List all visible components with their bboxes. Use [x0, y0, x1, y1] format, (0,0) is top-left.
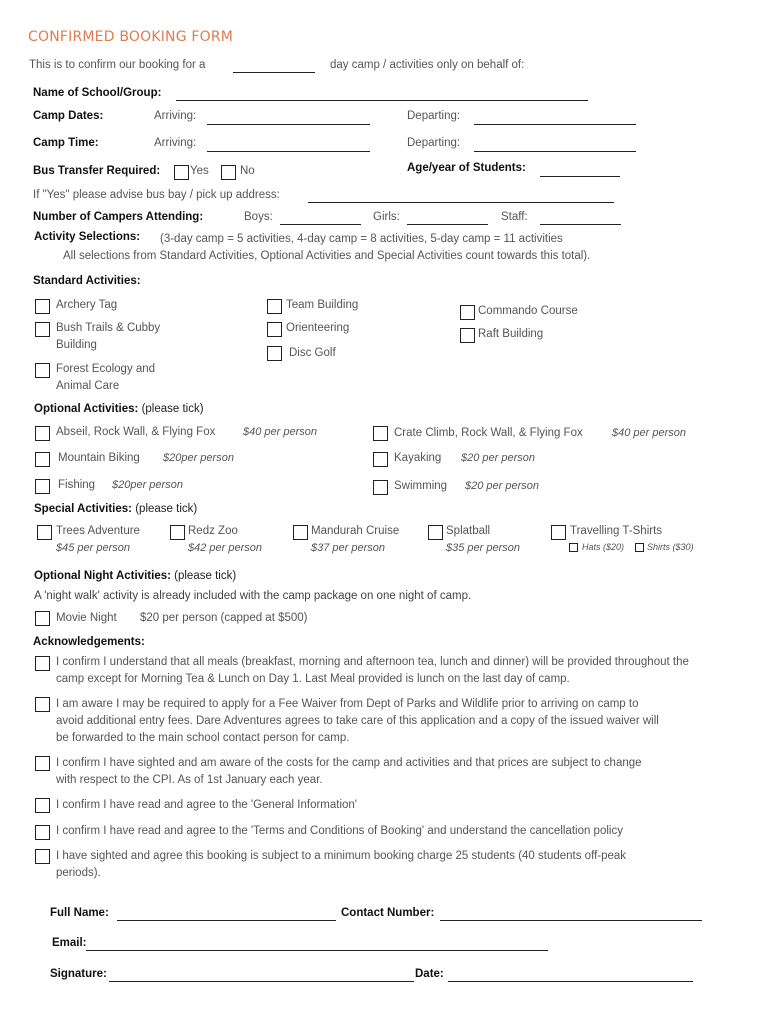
swimming-label: Swimming [394, 480, 448, 492]
redz-zoo-label: Redz Zoo [188, 525, 238, 537]
special-heading: Special Activities: [34, 503, 133, 515]
pickup-field[interactable] [308, 202, 614, 203]
bus-yes-label: Yes [190, 165, 209, 177]
bush-trails-checkbox[interactable] [35, 322, 50, 337]
fishing-price: $20per person [112, 479, 183, 491]
girls-label: Girls: [373, 211, 400, 223]
school-field[interactable] [176, 100, 588, 101]
crate-climb-label: Crate Climb, Rock Wall, & Flying Fox [394, 427, 583, 439]
contact-number-label: Contact Number: [341, 907, 435, 919]
mountain-biking-checkbox[interactable] [35, 452, 50, 467]
abseil-checkbox[interactable] [35, 426, 50, 441]
date-field[interactable] [448, 981, 693, 982]
swimming-price: $20 per person [465, 480, 539, 492]
ack-costs-checkbox[interactable] [35, 756, 50, 771]
mandurah-cruise-checkbox[interactable] [293, 525, 308, 540]
camp-dates-departing-label: Departing: [407, 110, 461, 122]
boys-field[interactable] [280, 224, 361, 225]
camp-time-departing-field[interactable] [474, 151, 636, 152]
special-heading-row [34, 503, 197, 515]
ack-heading: Acknowledgements: [33, 636, 145, 648]
staff-label: Staff: [501, 211, 528, 223]
ack-min-charge-line1: I have sighted and agree this booking is subject to a minimum booking charge 25 students (40 students off-peak [56, 850, 627, 862]
movie-night-price: $20 per person (capped at $500) [140, 612, 308, 624]
hats-checkbox[interactable] [569, 543, 578, 552]
ack-fee-waiver-checkbox[interactable] [35, 697, 50, 712]
ack-general-info-checkbox[interactable] [35, 798, 50, 813]
optional-heading-row [34, 403, 204, 415]
ack-meals-checkbox[interactable] [35, 656, 50, 671]
disc-golf-checkbox[interactable] [267, 346, 282, 361]
fishing-label: Fishing [58, 479, 96, 491]
intro-text-before: This is to confirm our booking for a [29, 59, 206, 71]
camp-time-arriving-field[interactable] [207, 151, 370, 152]
camp-length-field[interactable] [233, 72, 315, 73]
disc-golf-label: Disc Golf [289, 347, 336, 359]
orienteering-label: Orienteering [286, 322, 350, 334]
fishing-checkbox[interactable] [35, 479, 50, 494]
night-heading: Optional Night Activities: [34, 570, 171, 582]
bus-yes-checkbox[interactable] [174, 165, 189, 180]
forest-ecology-checkbox[interactable] [35, 363, 50, 378]
signature-label: Signature: [50, 968, 107, 980]
mandurah-cruise-label: Mandurah Cruise [311, 525, 400, 537]
optional-heading: Optional Activities: [34, 403, 139, 415]
bus-no-label: No [240, 165, 255, 177]
activity-selections-line2: All selections from Standard Activities, Optional Activities and Special Activities count towards this total). [63, 250, 591, 262]
full-name-label: Full Name: [50, 907, 109, 919]
camp-dates-departing-field[interactable] [474, 124, 636, 125]
crate-climb-checkbox[interactable] [373, 426, 388, 441]
pickup-label: If "Yes" please advise bus bay / pick up address: [33, 189, 280, 201]
travelling-tshirts-checkbox[interactable] [551, 525, 566, 540]
signature-field[interactable] [109, 981, 414, 982]
campers-label: Number of Campers Attending: [33, 211, 204, 223]
email-field[interactable] [86, 950, 548, 951]
kayaking-label: Kayaking [394, 452, 442, 464]
team-building-checkbox[interactable] [267, 299, 282, 314]
form-title: CONFIRMED BOOKING FORM [28, 29, 234, 45]
optional-heading-note: (please tick) [141, 403, 204, 415]
special-heading-note: (please tick) [135, 503, 198, 515]
movie-night-checkbox[interactable] [35, 611, 50, 626]
splatball-price: $35 per person [446, 542, 520, 554]
splatball-checkbox[interactable] [428, 525, 443, 540]
mandurah-cruise-price: $37 per person [311, 542, 385, 554]
night-heading-row [34, 570, 236, 582]
activity-selections-label: Activity Selections: [34, 231, 141, 243]
girls-field[interactable] [407, 224, 488, 225]
forest-ecology-label: Forest Ecology and [56, 363, 156, 375]
mountain-biking-price: $20per person [163, 452, 234, 464]
staff-field[interactable] [540, 224, 621, 225]
bush-trails-label-line2: Building [56, 339, 97, 351]
movie-night-label: Movie Night [56, 612, 117, 624]
ack-general-info-text: I confirm I have read and agree to the 'General Information' [56, 799, 358, 811]
commando-course-checkbox[interactable] [460, 305, 475, 320]
email-label: Email: [52, 937, 87, 949]
ack-terms-checkbox[interactable] [35, 825, 50, 840]
kayaking-price: $20 per person [461, 452, 535, 464]
night-note: A 'night walk' activity is already included with the camp package on one night of camp. [34, 590, 472, 602]
camp-time-arriving-label: Arriving: [154, 137, 197, 149]
ack-terms-text: I confirm I have read and agree to the 'Terms and Conditions of Booking' and understand the cancellation policy [56, 825, 623, 837]
standard-heading: Standard Activities: [33, 275, 141, 287]
ack-fee-waiver-line3: be forwarded to the main school contact person for camp. [56, 732, 350, 744]
trees-adventure-price: $45 per person [56, 542, 130, 554]
intro-text-after: day camp / activities only on behalf of: [330, 59, 525, 71]
bus-no-checkbox[interactable] [221, 165, 236, 180]
archery-tag-checkbox[interactable] [35, 299, 50, 314]
splatball-label: Splatball [446, 525, 491, 537]
ack-fee-waiver-line1: I am aware I may be required to apply for a Fee Waiver from Dept of Parks and Wildlife prior to arriving on camp to [56, 698, 639, 710]
bush-trails-label: Bush Trails & Cubby [56, 322, 161, 334]
contact-number-field[interactable] [440, 920, 702, 921]
trees-adventure-checkbox[interactable] [37, 525, 52, 540]
abseil-label: Abseil, Rock Wall, & Flying Fox [56, 426, 216, 438]
ack-meals-line2: camp except for Morning Tea & Lunch on Day 1. Last Meal provided is lunch on the last day of camp. [56, 673, 570, 685]
camp-dates-label: Camp Dates: [33, 110, 104, 122]
age-label: Age/year of Students: [407, 162, 526, 174]
travelling-tshirts-label: Travelling T-Shirts [570, 525, 663, 537]
camp-time-label: Camp Time: [33, 137, 99, 149]
forest-ecology-label-line2: Animal Care [56, 380, 120, 392]
ack-costs-line2: with respect to the CPI. As of 1st January each year. [56, 774, 323, 786]
school-label: Name of School/Group: [33, 87, 162, 99]
camp-dates-arriving-label: Arriving: [154, 110, 197, 122]
swimming-checkbox[interactable] [373, 480, 388, 495]
orienteering-checkbox[interactable] [267, 322, 282, 337]
archery-tag-label: Archery Tag [56, 299, 118, 311]
camp-time-departing-label: Departing: [407, 137, 461, 149]
age-field[interactable] [540, 176, 620, 177]
full-name-field[interactable] [117, 920, 336, 921]
ack-min-charge-checkbox[interactable] [35, 849, 50, 864]
camp-dates-arriving-field[interactable] [207, 124, 370, 125]
shirts-checkbox[interactable] [635, 543, 644, 552]
hats-label: Hats ($20) [582, 542, 625, 552]
mountain-biking-label: Mountain Biking [58, 452, 140, 464]
kayaking-checkbox[interactable] [373, 452, 388, 467]
night-heading-note: (please tick) [174, 570, 237, 582]
shirts-label: Shirts ($30) [647, 542, 694, 552]
raft-building-checkbox[interactable] [460, 328, 475, 343]
abseil-price: $40 per person [243, 426, 317, 438]
trees-adventure-label: Trees Adventure [56, 525, 140, 537]
ack-fee-waiver-line2: avoid additional entry fees. Dare Adventures agrees to take care of this application and a copy of the issued waiver will [56, 715, 659, 727]
commando-course-label: Commando Course [478, 305, 578, 317]
boys-label: Boys: [244, 211, 273, 223]
crate-climb-price: $40 per person [612, 427, 686, 439]
ack-min-charge-line2: periods). [56, 867, 101, 879]
bus-transfer-label: Bus Transfer Required: [33, 165, 161, 177]
raft-building-label: Raft Building [478, 328, 544, 340]
team-building-label: Team Building [286, 299, 359, 311]
date-label: Date: [415, 968, 444, 980]
ack-costs-line1: I confirm I have sighted and am aware of the costs for the camp and activities and that prices are subject to change [56, 757, 642, 769]
activity-selections-line1: (3-day camp = 5 activities, 4-day camp = 8 activities, 5-day camp = 11 activities [160, 233, 563, 245]
redz-zoo-checkbox[interactable] [170, 525, 185, 540]
ack-meals-line1: I confirm I understand that all meals (breakfast, morning and afternoon tea, lunch and dinner) will be provided throughout the [56, 656, 689, 668]
redz-zoo-price: $42 per person [188, 542, 262, 554]
